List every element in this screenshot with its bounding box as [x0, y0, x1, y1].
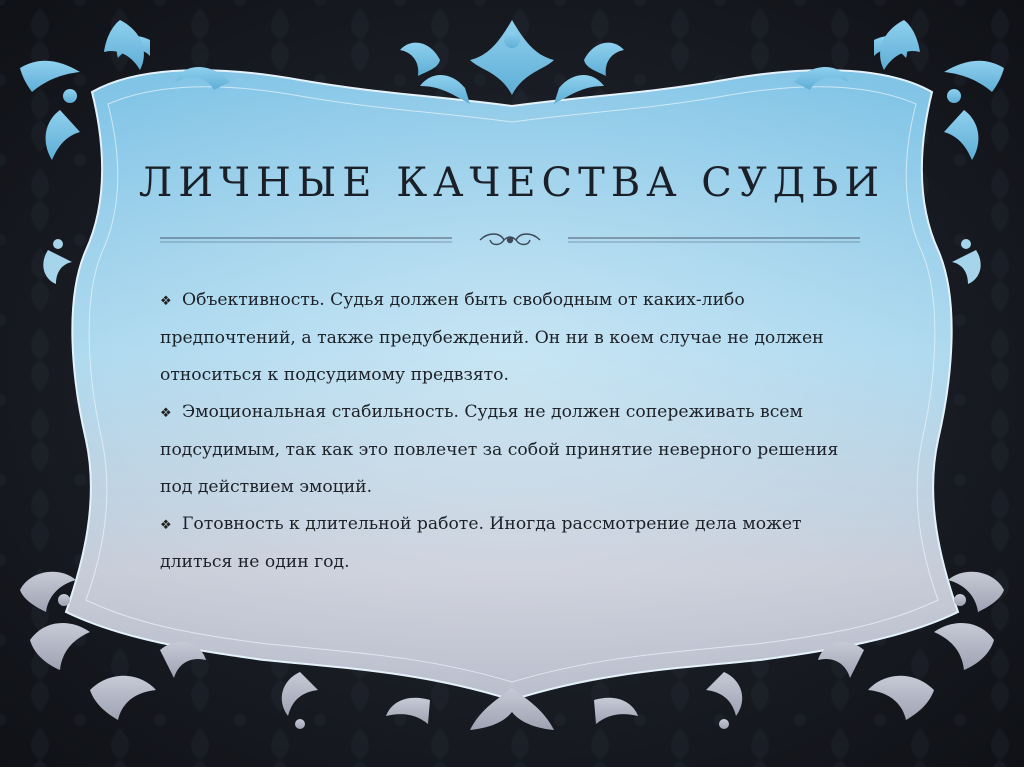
title-divider — [160, 226, 860, 256]
slide-title: ЛИЧНЫЕ КАЧЕСТВА СУДЬИ — [138, 160, 886, 206]
bullet-text: Объективность. Судья должен быть свободным от каких-либо предпочтений, а также предубеждений. Он ни в коем случае не должен относиться к подсудимому предвзято. — [160, 290, 824, 385]
bullet-item — [160, 394, 850, 506]
bullet-text: Готовность к длительной работе. Иногда рассмотрение дела может длиться не один год. — [160, 514, 802, 572]
bullet-text: Эмоциональная стабильность. Судья не должен сопереживать всем подсудимым, так как это повлечет за собой принятие неверного решения под действием эмоций. — [160, 402, 839, 497]
bullet-item — [160, 506, 850, 581]
diamond-bullet-icon: ❖ — [160, 518, 172, 533]
scroll-ornament-icon — [480, 234, 540, 245]
bullet-list — [160, 282, 850, 581]
diamond-bullet-icon: ❖ — [160, 406, 172, 421]
bullet-item — [160, 282, 850, 394]
diamond-bullet-icon: ❖ — [160, 294, 172, 309]
